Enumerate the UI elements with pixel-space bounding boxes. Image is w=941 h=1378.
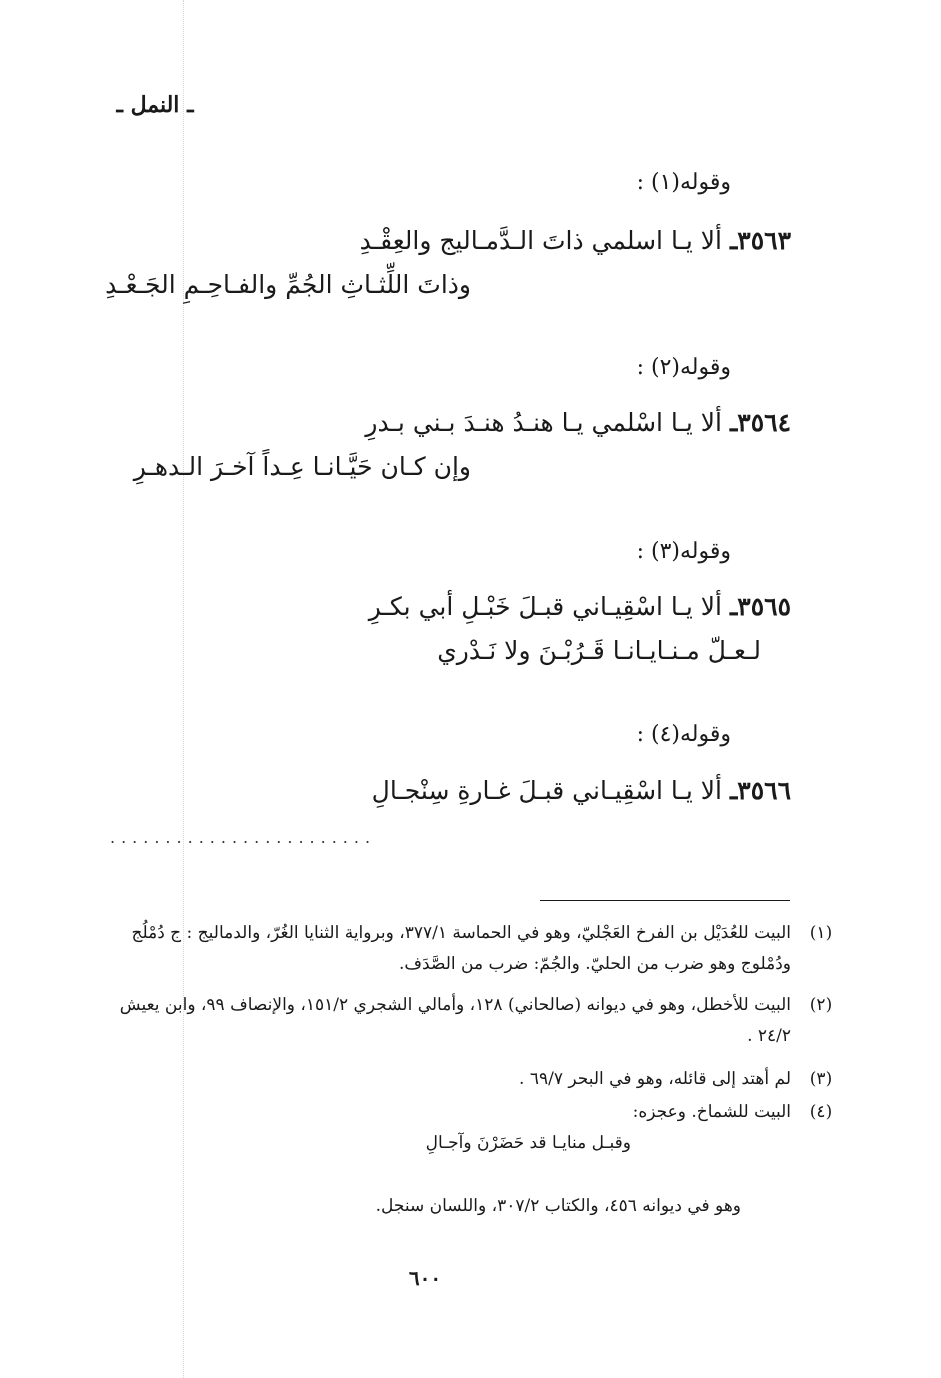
verse-intro: وقوله(٢) : [636, 355, 731, 380]
footnote-text: البيت للأخطل، وهو في ديوانه (صالحاني) ١٢٨، وأمالي الشجري ١٥١/٢، والإنصاف ٩٩، وابن يعيش ٢٤/٢ . [119, 995, 791, 1046]
verse-number: ٣٥٦٤ـ [729, 408, 791, 437]
footnote-source: وهو في ديوانه ٤٥٦، والكتاب ٣٠٧/٢، واللسان سنجل. [375, 1196, 741, 1216]
verse-number: ٣٥٦٥ـ [729, 592, 791, 621]
verse-number: ٣٥٦٣ـ [729, 226, 791, 255]
verse-intro: وقوله(١) : [636, 170, 731, 195]
verse-text: ألا يـا اسْقِيـاني قبـلَ غـارةِ سِنْجـالِ [371, 776, 722, 805]
footnote-quoted-hemistich: وقبـل منايـا قد حَضَرْنَ وآجـالِ [425, 1133, 631, 1153]
footnote-number: (٤) [809, 1102, 833, 1122]
running-header: ـ النمل ـ [116, 92, 194, 118]
verse-text: ألا يـا اسْلمي يـا هنـدُ هنـدَ بـني بـدرِ [365, 408, 722, 437]
verse-first-hemistich [365, 408, 791, 437]
footnote-text: البيت للشماخ. وعجزه: [632, 1102, 791, 1122]
verse-intro: وقوله(٣) : [636, 539, 731, 564]
verse-text: ألا يـا اسلمي ذاتَ الـدَّمـاليج والعِقْـدِ [359, 226, 722, 255]
footnote [101, 1097, 833, 1128]
footnote-number: (٢) [809, 995, 833, 1015]
footnote [101, 990, 833, 1052]
footnote-number: (١) [809, 923, 833, 943]
scan-fold-line [183, 0, 184, 1378]
footnote [101, 918, 833, 980]
footnote-number: (٣) [809, 1069, 833, 1089]
verse-first-hemistich [360, 226, 791, 255]
ellipsis-line: ........................ [110, 828, 377, 847]
footnote-text: لم أهتد إلى قائله، وهو في البحر ٦٩/٧ . [519, 1069, 791, 1089]
footnote-text: البيت للعُدَيْل بن الفرخ العَجْليّ، وهو في الحماسة ٣٧٧/١، وبرواية الثنايا الغُرّ، والدماليج : ج دُمْلُج ودُمْلوج وهو ضرب من الحليّ. والجُمّ: ضرب من الصَّدَف. [131, 923, 791, 974]
verse-intro: وقوله(٤) : [636, 722, 731, 747]
footnote [101, 1064, 833, 1095]
verse-first-hemistich [372, 776, 791, 805]
verse-second-hemistich: وإن كـان حَيَّـانـا عِـداً آخـرَ الـدهـرِ [133, 452, 471, 481]
footnote-separator [540, 900, 790, 901]
verse-text: ألا يـا اسْقِيـاني قبـلَ خَبْـلِ أبي بكـرِ [368, 592, 722, 621]
verse-second-hemistich: لـعـلّ مـنـايـانـا قَـرُبْـنَ ولا نَـدْري [437, 636, 761, 665]
verse-first-hemistich [369, 592, 791, 621]
verse-second-hemistich: وذاتَ اللِّثـاثِ الجُمِّ والفـاحِـمِ الجَـعْـدِ [105, 270, 471, 299]
verse-number: ٣٥٦٦ـ [729, 776, 791, 805]
page-number: ٦٠٠ [408, 1266, 442, 1290]
